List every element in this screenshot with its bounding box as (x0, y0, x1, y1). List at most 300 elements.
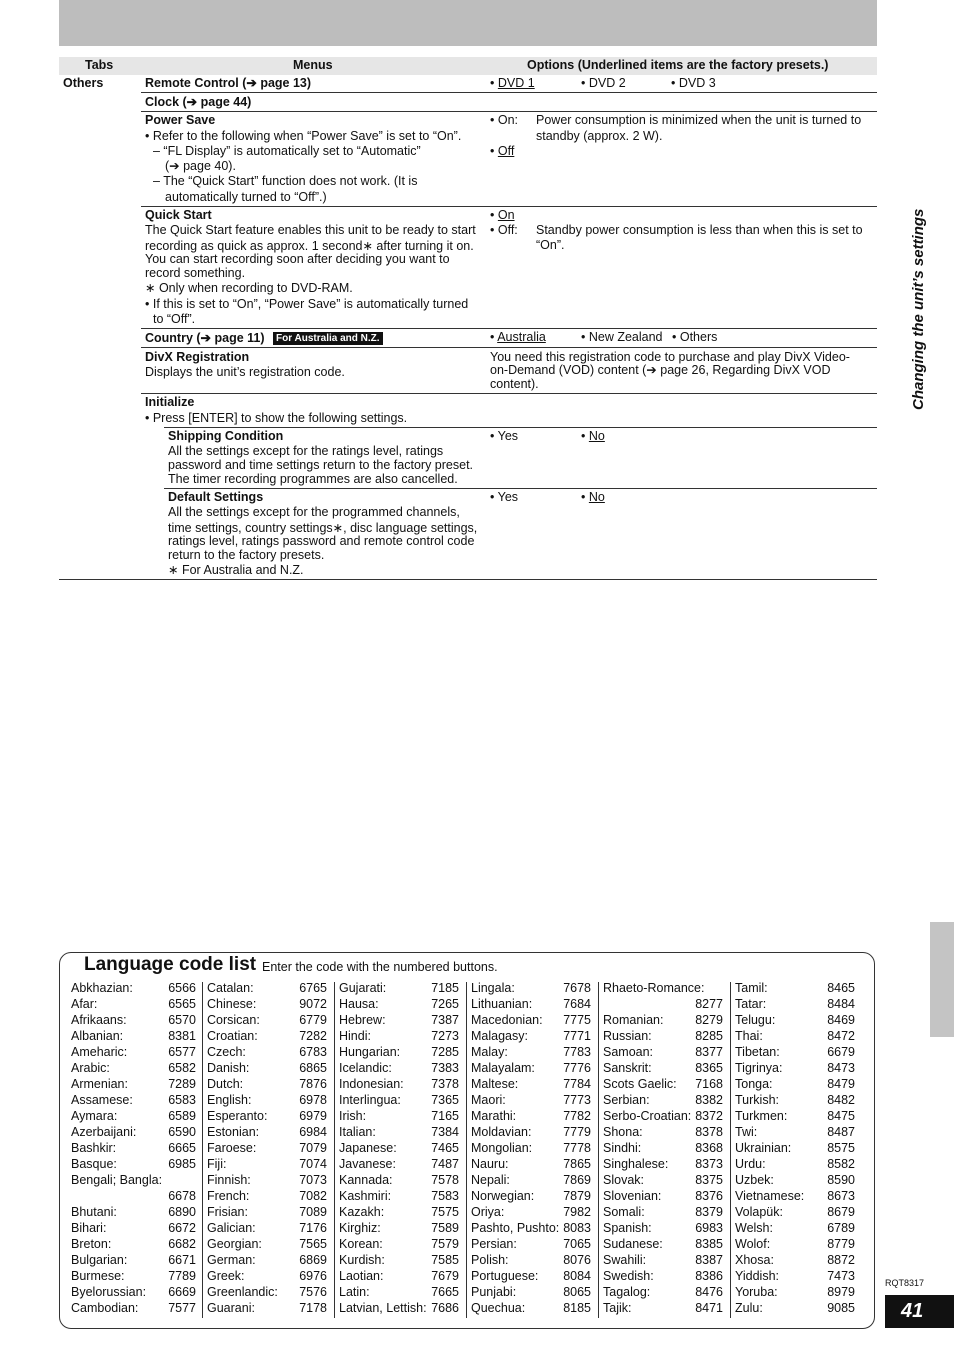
divider (164, 427, 877, 428)
lang-col-5 (603, 980, 723, 1316)
col-separator (598, 982, 599, 1318)
language-name: Kashmiri: (339, 1189, 392, 1203)
language-entry (339, 1268, 459, 1284)
language-entry (735, 1284, 855, 1300)
language-name: Shona: (603, 1125, 643, 1139)
divider (141, 347, 877, 348)
language-code: 7576 (299, 1285, 327, 1299)
power-on-desc1: Power consumption is minimized when the unit is turned to (536, 113, 862, 127)
language-entry (735, 1092, 855, 1108)
language-name: Kirghiz: (339, 1221, 381, 1235)
language-code: 7473 (827, 1269, 855, 1283)
language-name: Breton: (71, 1237, 112, 1251)
language-name: Faroese: (207, 1141, 257, 1155)
language-name: Bihari: (71, 1221, 107, 1235)
language-code: 7876 (299, 1077, 327, 1091)
quick-l6: • If this is set to “On”, “Power Save” is automatically turned (145, 297, 469, 311)
language-entry (603, 1076, 723, 1092)
language-name: Ameharic: (71, 1045, 128, 1059)
language-entry (603, 1156, 723, 1172)
language-name: Polish: (471, 1253, 509, 1267)
language-code: 6672 (168, 1221, 196, 1235)
language-code: 8065 (563, 1285, 591, 1299)
language-name: Tibetan: (735, 1045, 780, 1059)
language-entry (471, 980, 591, 996)
language-code: 7775 (563, 1013, 591, 1027)
language-code: 7383 (431, 1061, 459, 1075)
language-entry (471, 1012, 591, 1028)
language-name: Estonian: (207, 1125, 260, 1139)
language-entry (471, 1284, 591, 1300)
remote-opt2: • DVD 2 (581, 76, 626, 90)
language-name: Maori: (471, 1093, 506, 1107)
language-code: 6682 (168, 1237, 196, 1251)
language-name: Persian: (471, 1237, 517, 1251)
section-side-title: Changing the unit’s settings (910, 208, 927, 410)
quick-l3: You can start recording soon after deciding you want to (145, 252, 450, 266)
language-code: 7168 (695, 1077, 723, 1091)
language-name: Urdu: (735, 1157, 766, 1171)
language-entry (471, 996, 591, 1012)
language-entry (735, 996, 855, 1012)
language-name: Arabic: (71, 1061, 110, 1075)
language-code: 7686 (431, 1301, 459, 1315)
default-l5: ∗ For Australia and N.Z. (168, 563, 304, 577)
language-name: Swedish: (603, 1269, 654, 1283)
header-options: Options (Underlined items are the factory presets.) (527, 58, 829, 72)
default-l3: ratings level, ratings password and remote control code (168, 534, 475, 548)
quick-l1: The Quick Start feature enables this unit to be ready to start (145, 223, 476, 237)
language-entry (339, 1060, 459, 1076)
language-name: Latvian, Lettish: (339, 1301, 427, 1315)
quick-title: Quick Start (145, 208, 212, 222)
language-name: Korean: (339, 1237, 383, 1251)
language-entry (735, 1172, 855, 1188)
col-separator (466, 982, 467, 1318)
language-code: 7679 (431, 1269, 459, 1283)
language-code: 8484 (827, 997, 855, 1011)
divider (141, 393, 877, 394)
language-code: 7869 (563, 1173, 591, 1187)
top-banner (59, 0, 877, 46)
language-code: 7579 (431, 1237, 459, 1251)
divx-o2: on-Demand (VOD) content (➔ page 26, Regarding DivX VOD (490, 363, 831, 377)
language-name: Icelandic: (339, 1061, 392, 1075)
language-code: 8482 (827, 1093, 855, 1107)
language-name: Tagalog: (603, 1285, 651, 1299)
language-code: 8372 (695, 1109, 723, 1123)
default-yes: • Yes (490, 490, 519, 504)
language-name: Tatar: (735, 997, 767, 1011)
divider (141, 111, 877, 112)
divx-title: DivX Registration (145, 350, 250, 364)
language-code: 6765 (299, 981, 327, 995)
language-code: 7285 (431, 1045, 459, 1059)
language-entry (71, 996, 196, 1012)
divider (141, 206, 877, 207)
language-name: Lithuanian: (471, 997, 533, 1011)
language-entry (603, 1124, 723, 1140)
language-name: Hebrew: (339, 1013, 386, 1027)
language-name: Spanish: (603, 1221, 652, 1235)
language-entry (603, 1172, 723, 1188)
quick-off-desc2: “On”. (536, 238, 565, 252)
language-code: 8487 (827, 1125, 855, 1139)
language-name: Burmese: (71, 1269, 125, 1283)
language-code: 8365 (695, 1061, 723, 1075)
language-code: 6783 (299, 1045, 327, 1059)
language-name: Bulgarian: (71, 1253, 128, 1267)
language-entry (207, 1028, 327, 1044)
language-entry (471, 1252, 591, 1268)
language-entry (71, 1092, 196, 1108)
language-name: Hausa: (339, 997, 379, 1011)
language-entry (735, 1204, 855, 1220)
shipping-title: Shipping Condition (168, 429, 284, 443)
language-entry (735, 1252, 855, 1268)
language-name: Basque: (71, 1157, 117, 1171)
language-entry (735, 1220, 855, 1236)
quick-on: • On (490, 208, 515, 222)
language-code: 7378 (431, 1077, 459, 1091)
language-name: Italian: (339, 1125, 376, 1139)
language-code: 7577 (168, 1301, 196, 1315)
col-separator (334, 982, 335, 1318)
language-entry (735, 1268, 855, 1284)
language-code: 7982 (563, 1205, 591, 1219)
language-code: 8575 (827, 1141, 855, 1155)
language-entry (339, 996, 459, 1012)
language-code: 8285 (695, 1029, 723, 1043)
divider (164, 488, 877, 489)
language-code: 8377 (695, 1045, 723, 1059)
language-code: 7585 (431, 1253, 459, 1267)
language-name: French: (207, 1189, 250, 1203)
language-name: Scots Gaelic: (603, 1077, 677, 1091)
language-name: German: (207, 1253, 256, 1267)
language-code: 7665 (431, 1285, 459, 1299)
language-code: 6582 (168, 1061, 196, 1075)
language-name: Marathi: (471, 1109, 517, 1123)
quick-l4: record something. (145, 266, 246, 280)
language-code: 6589 (168, 1109, 196, 1123)
table-header (59, 57, 877, 75)
language-entry (603, 1060, 723, 1076)
language-code: 6679 (827, 1045, 855, 1059)
divider (141, 92, 877, 93)
language-entry (471, 1268, 591, 1284)
country-opt3: • Others (672, 330, 718, 344)
language-entry (735, 980, 855, 996)
language-code: 7089 (299, 1205, 327, 1219)
language-code: 8679 (827, 1205, 855, 1219)
language-entry (603, 1092, 723, 1108)
language-entry (603, 1140, 723, 1156)
language-name: Gujarati: (339, 981, 387, 995)
quick-l2: recording as quick as approx. 1 second∗ after turning it on. (145, 239, 474, 253)
language-entry (471, 1300, 591, 1316)
language-name: Turkish: (735, 1093, 779, 1107)
language-entry (603, 1220, 723, 1236)
language-entry (339, 1092, 459, 1108)
language-entry (339, 1188, 459, 1204)
country-opt1: • Australia (490, 330, 546, 344)
language-name: Japanese: (339, 1141, 397, 1155)
language-entry (603, 1044, 723, 1060)
language-entry (735, 1236, 855, 1252)
language-entry (735, 1188, 855, 1204)
language-name: Macedonian: (471, 1013, 543, 1027)
language-code: 7583 (431, 1189, 459, 1203)
language-code: 7789 (168, 1269, 196, 1283)
language-code: 8185 (563, 1301, 591, 1315)
language-entry (735, 1140, 855, 1156)
language-code: 8465 (827, 981, 855, 995)
country-title: Country (➔ page 11) (145, 331, 265, 345)
language-name: Fiji: (207, 1157, 227, 1171)
language-name: Sanskrit: (603, 1061, 652, 1075)
language-name: Welsh: (735, 1221, 773, 1235)
default-l2: time settings, country settings∗, disc language settings, (168, 521, 478, 535)
language-code: 7784 (563, 1077, 591, 1091)
language-name: Yoruba: (735, 1285, 778, 1299)
language-name: Slovak: (603, 1173, 644, 1187)
language-code: 7282 (299, 1029, 327, 1043)
language-name: Laotian: (339, 1269, 384, 1283)
language-code: 8471 (695, 1301, 723, 1315)
language-code: 9085 (827, 1301, 855, 1315)
language-code: 8582 (827, 1157, 855, 1171)
language-code: 7082 (299, 1189, 327, 1203)
language-name: Xhosa: (735, 1253, 774, 1267)
language-name: Corsican: (207, 1013, 260, 1027)
language-code: 7565 (299, 1237, 327, 1251)
language-entry (207, 1188, 327, 1204)
language-code: 7487 (431, 1157, 459, 1171)
language-entry (71, 1188, 196, 1204)
language-name: Tamil: (735, 981, 768, 995)
default-l4: return to the factory presets. (168, 548, 325, 562)
language-name: Aymara: (71, 1109, 118, 1123)
language-name: Norwegian: (471, 1189, 535, 1203)
language-name: Portuguese: (471, 1269, 539, 1283)
language-code: 6678 (168, 1189, 196, 1203)
language-entry (71, 1284, 196, 1300)
language-name: Croatian: (207, 1029, 258, 1043)
language-name: Slovenian: (603, 1189, 662, 1203)
language-name: Romanian: (603, 1013, 664, 1027)
language-entry (735, 1044, 855, 1060)
language-entry (603, 1236, 723, 1252)
power-l3: (➔ page 40). (165, 159, 236, 173)
language-name: Afrikaans: (71, 1013, 127, 1027)
language-code: 6865 (299, 1061, 327, 1075)
language-code: 6669 (168, 1285, 196, 1299)
language-entry (339, 1108, 459, 1124)
language-code-subtitle: Enter the code with the numbered buttons. (262, 960, 498, 974)
language-name: Javanese: (339, 1157, 396, 1171)
language-entry (207, 1076, 327, 1092)
language-name: Kannada: (339, 1173, 393, 1187)
language-entry (735, 1124, 855, 1140)
language-code: 8375 (695, 1173, 723, 1187)
divider (141, 328, 877, 329)
language-name: Finnish: (207, 1173, 251, 1187)
divx-o3: content). (490, 377, 539, 391)
language-name: Hungarian: (339, 1045, 401, 1059)
default-l1: All the settings except for the programmed channels, (168, 505, 460, 519)
language-name: Indonesian: (339, 1077, 404, 1091)
language-name: Twi: (735, 1125, 758, 1139)
language-code: 6566 (168, 981, 196, 995)
language-code: 9072 (299, 997, 327, 1011)
language-name: Kurdish: (339, 1253, 385, 1267)
language-entry (71, 980, 196, 996)
language-entry (71, 1252, 196, 1268)
language-name: Tigrinya: (735, 1061, 783, 1075)
language-entry (735, 1076, 855, 1092)
language-entry (207, 1204, 327, 1220)
language-name: Albanian: (71, 1029, 124, 1043)
language-code: 6890 (168, 1205, 196, 1219)
language-name: Latin: (339, 1285, 370, 1299)
language-entry (603, 1284, 723, 1300)
language-code: 8378 (695, 1125, 723, 1139)
language-code: 7773 (563, 1093, 591, 1107)
language-entry (735, 1156, 855, 1172)
language-name: Greenlandic: (207, 1285, 278, 1299)
language-entry (207, 1044, 327, 1060)
power-on-desc2: standby (approx. 2 W). (536, 129, 663, 143)
language-code: 7387 (431, 1013, 459, 1027)
language-entry (603, 1188, 723, 1204)
language-entry (71, 1140, 196, 1156)
shipping-l1: All the settings except for the ratings level, ratings (168, 444, 444, 458)
language-code: 8469 (827, 1013, 855, 1027)
language-entry (339, 1172, 459, 1188)
language-entry (207, 1060, 327, 1076)
divx-l1: Displays the unit’s registration code. (145, 365, 345, 379)
language-entry (339, 1044, 459, 1060)
language-code: 7176 (299, 1221, 327, 1235)
language-name: Rhaeto-Romance: (603, 981, 705, 995)
language-code: 7879 (563, 1189, 591, 1203)
language-entry (339, 1156, 459, 1172)
language-entry (735, 1028, 855, 1044)
language-entry (339, 1012, 459, 1028)
quick-l5: ∗ Only when recording to DVD-RAM. (145, 281, 353, 295)
language-code: 7779 (563, 1125, 591, 1139)
language-code: 8083 (563, 1221, 591, 1235)
language-entry (71, 1028, 196, 1044)
language-code: 8979 (827, 1285, 855, 1299)
document-code: RQT8317 (885, 1278, 925, 1288)
language-entry (339, 1140, 459, 1156)
quick-off-label: • Off: (490, 223, 518, 237)
language-code: 6978 (299, 1093, 327, 1107)
language-entry (603, 1108, 723, 1124)
language-name: Serbo-Croatian: (603, 1109, 692, 1123)
language-entry (207, 1220, 327, 1236)
language-code: 8373 (695, 1157, 723, 1171)
language-entry (71, 1236, 196, 1252)
language-entry (71, 1268, 196, 1284)
language-name: Singhalese: (603, 1157, 669, 1171)
language-name: Guarani: (207, 1301, 255, 1315)
shipping-l2: password and time settings return to the factory preset. (168, 458, 474, 472)
language-code: 8473 (827, 1061, 855, 1075)
language-name: Georgian: (207, 1237, 262, 1251)
language-entry (71, 1220, 196, 1236)
shipping-yes: • Yes (490, 429, 519, 443)
remote-title: Remote Control (➔ page 13) (145, 76, 312, 90)
language-entry (207, 1012, 327, 1028)
language-entry (71, 1172, 196, 1188)
language-code: 8779 (827, 1237, 855, 1251)
language-name: English: (207, 1093, 252, 1107)
language-entry (339, 1220, 459, 1236)
language-name: Thai: (735, 1029, 763, 1043)
language-code: 7589 (431, 1221, 459, 1235)
language-entry (207, 996, 327, 1012)
language-name: Ukrainian: (735, 1141, 792, 1155)
language-entry (339, 1028, 459, 1044)
language-name: Pashto, Pushto: (471, 1221, 560, 1235)
language-entry (603, 1300, 723, 1316)
power-l2: – “FL Display” is automatically set to “Automatic” (153, 144, 421, 158)
language-entry (471, 1172, 591, 1188)
language-name: Malagasy: (471, 1029, 528, 1043)
lang-col-3 (339, 980, 459, 1316)
language-entry (71, 1044, 196, 1060)
language-name: Punjabi: (471, 1285, 517, 1299)
language-code: 7384 (431, 1125, 459, 1139)
language-entry (339, 980, 459, 996)
language-code: 8382 (695, 1093, 723, 1107)
power-title: Power Save (145, 113, 216, 127)
country-opt2: • New Zealand (581, 330, 663, 344)
language-entry (207, 1140, 327, 1156)
language-name: Cambodian: (71, 1301, 139, 1315)
language-code: 8385 (695, 1237, 723, 1251)
language-code: 8076 (563, 1253, 591, 1267)
language-name: Malayalam: (471, 1061, 535, 1075)
shipping-no: • No (581, 429, 605, 443)
language-code-title: Language code list (80, 954, 260, 976)
language-code: 7065 (563, 1237, 591, 1251)
language-entry (339, 1300, 459, 1316)
language-code: 8872 (827, 1253, 855, 1267)
language-name: Kazakh: (339, 1205, 385, 1219)
language-entry (471, 1236, 591, 1252)
divx-o1: You need this registration code to purchase and play DivX Video- (490, 350, 850, 364)
language-code: 6570 (168, 1013, 196, 1027)
language-name: Bengali; Bangla: (71, 1173, 163, 1187)
language-entry (603, 980, 723, 996)
init-l1: • Press [ENTER] to show the following settings. (145, 411, 408, 425)
language-code: 7771 (563, 1029, 591, 1043)
power-l1: • Refer to the following when “Power Save” is set to “On”. (145, 129, 462, 143)
language-code: 6665 (168, 1141, 196, 1155)
language-code: 7289 (168, 1077, 196, 1091)
language-entry (71, 1060, 196, 1076)
language-entry (603, 996, 723, 1012)
language-entry (339, 1252, 459, 1268)
remote-opt1: • DVD 1 (490, 76, 535, 90)
language-code: 7074 (299, 1157, 327, 1171)
language-code: 7265 (431, 997, 459, 1011)
language-entry (735, 1108, 855, 1124)
